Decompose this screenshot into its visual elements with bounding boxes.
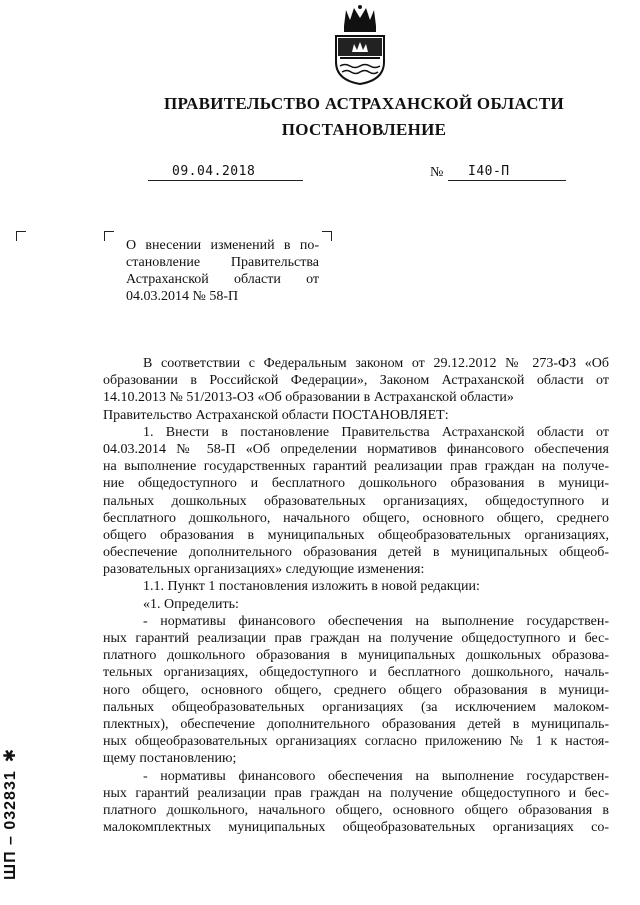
document-type-title: ПОСТАНОВЛЕНИЕ [281,120,447,139]
body-line: общего образования в муниципальных общеобразовательных организациях, [103,527,609,543]
document-body [103,355,609,836]
number-sign: № [430,165,444,180]
body-line: щему постановлению; [103,751,237,767]
body-line: 1.1. Пункт 1 постановления изложить в новой редакции: [143,579,480,595]
body-line: малокомплектных муниципальных общеобразовательных организациях со- [103,820,609,836]
body-line: тельных организациях, общедоступного и бесплатного дошкольного, началь- [103,665,609,681]
body-line: пальных общеобразовательных организациях (за исключением малоком- [103,699,609,715]
body-line: В соответствии с Федеральным законом от 29.12.2012 № 273-ФЗ «Об [143,356,609,371]
body-line: ние общедоступного и бесплатного дошкольного образования в муници- [103,476,609,492]
body-line: обеспечение дополнительного образования детей в муниципальных общеоб- [103,545,609,561]
body-line: образовании в Российской Федерации», Законом Астраханской области от [103,373,609,389]
form-series-number: ШП – 032831 [2,770,19,880]
subject-line: 04.03.2014 № 58-П [126,289,239,304]
corner-mark-subject-left [104,231,114,241]
body-line: плектных), обеспечение дополнительного образования детей в муниципаль- [103,716,609,732]
body-line: - нормативы финансового обеспечения на выполнение государствен- [143,768,609,784]
document-date: 09.04.2018 [172,164,256,179]
body-line: разовательных организациях» следующие изменения: [103,562,425,578]
body-line: ных гарантий реализации прав граждан на получение общедоступного и бес- [103,631,609,646]
subject-line: О внесении изменений в по- [126,238,319,253]
body-line: платного дошкольного, начального общего, основного общего образования в [103,802,609,818]
body-line: платного дошкольного образования в муниципальных дошкольных образова- [103,648,609,664]
date-underline [148,180,303,181]
subject-line: Астраханской области от [126,272,319,287]
document-subject [126,237,319,305]
body-line: на выполнение государственных гарантий реализации прав граждан на получе- [103,459,609,475]
document-number: I40-П [468,164,510,179]
body-line: 04.03.2014 № 58-П «Об определении нормативов финансового обеспечения [103,441,609,457]
number-underline [448,180,566,181]
form-series-stamp [0,748,20,880]
corner-mark-subject-right [322,231,332,241]
body-line: 14.10.2013 № 51/2013-ОЗ «Об образовании в Астраханской области» [103,390,514,406]
body-line: ного общего, основного общего, среднего общего образования в муници- [103,682,609,698]
subject-line: становление Правительства [126,255,319,270]
body-line: ных гарантий реализации прав граждан на получение общедоступного и бес- [103,785,609,801]
body-line: 1. Внести в постановление Правительства Астраханской области от [143,424,609,440]
body-line: пальных дошкольных образовательных организациях, общедоступного и [103,493,609,509]
body-line: бесплатного дошкольного, начального общего, основного общего, среднего [103,510,609,526]
coat-of-arms-icon [326,4,394,86]
body-line: - нормативы финансового обеспечения на выполнение государствен- [143,613,609,629]
corner-mark-left [16,231,26,241]
government-title: ПРАВИТЕЛЬСТВО АСТРАХАНСКОЙ ОБЛАСТИ [164,94,564,113]
body-line: ных общеобразовательных организациях согласно приложению № 1 к настоя- [103,734,609,750]
body-line: Правительство Астраханской области ПОСТАНОВЛЯЕТ: [103,407,449,423]
body-line: «1. Определить: [143,596,239,612]
asterisk-mark-icon: ✱ [2,747,19,763]
